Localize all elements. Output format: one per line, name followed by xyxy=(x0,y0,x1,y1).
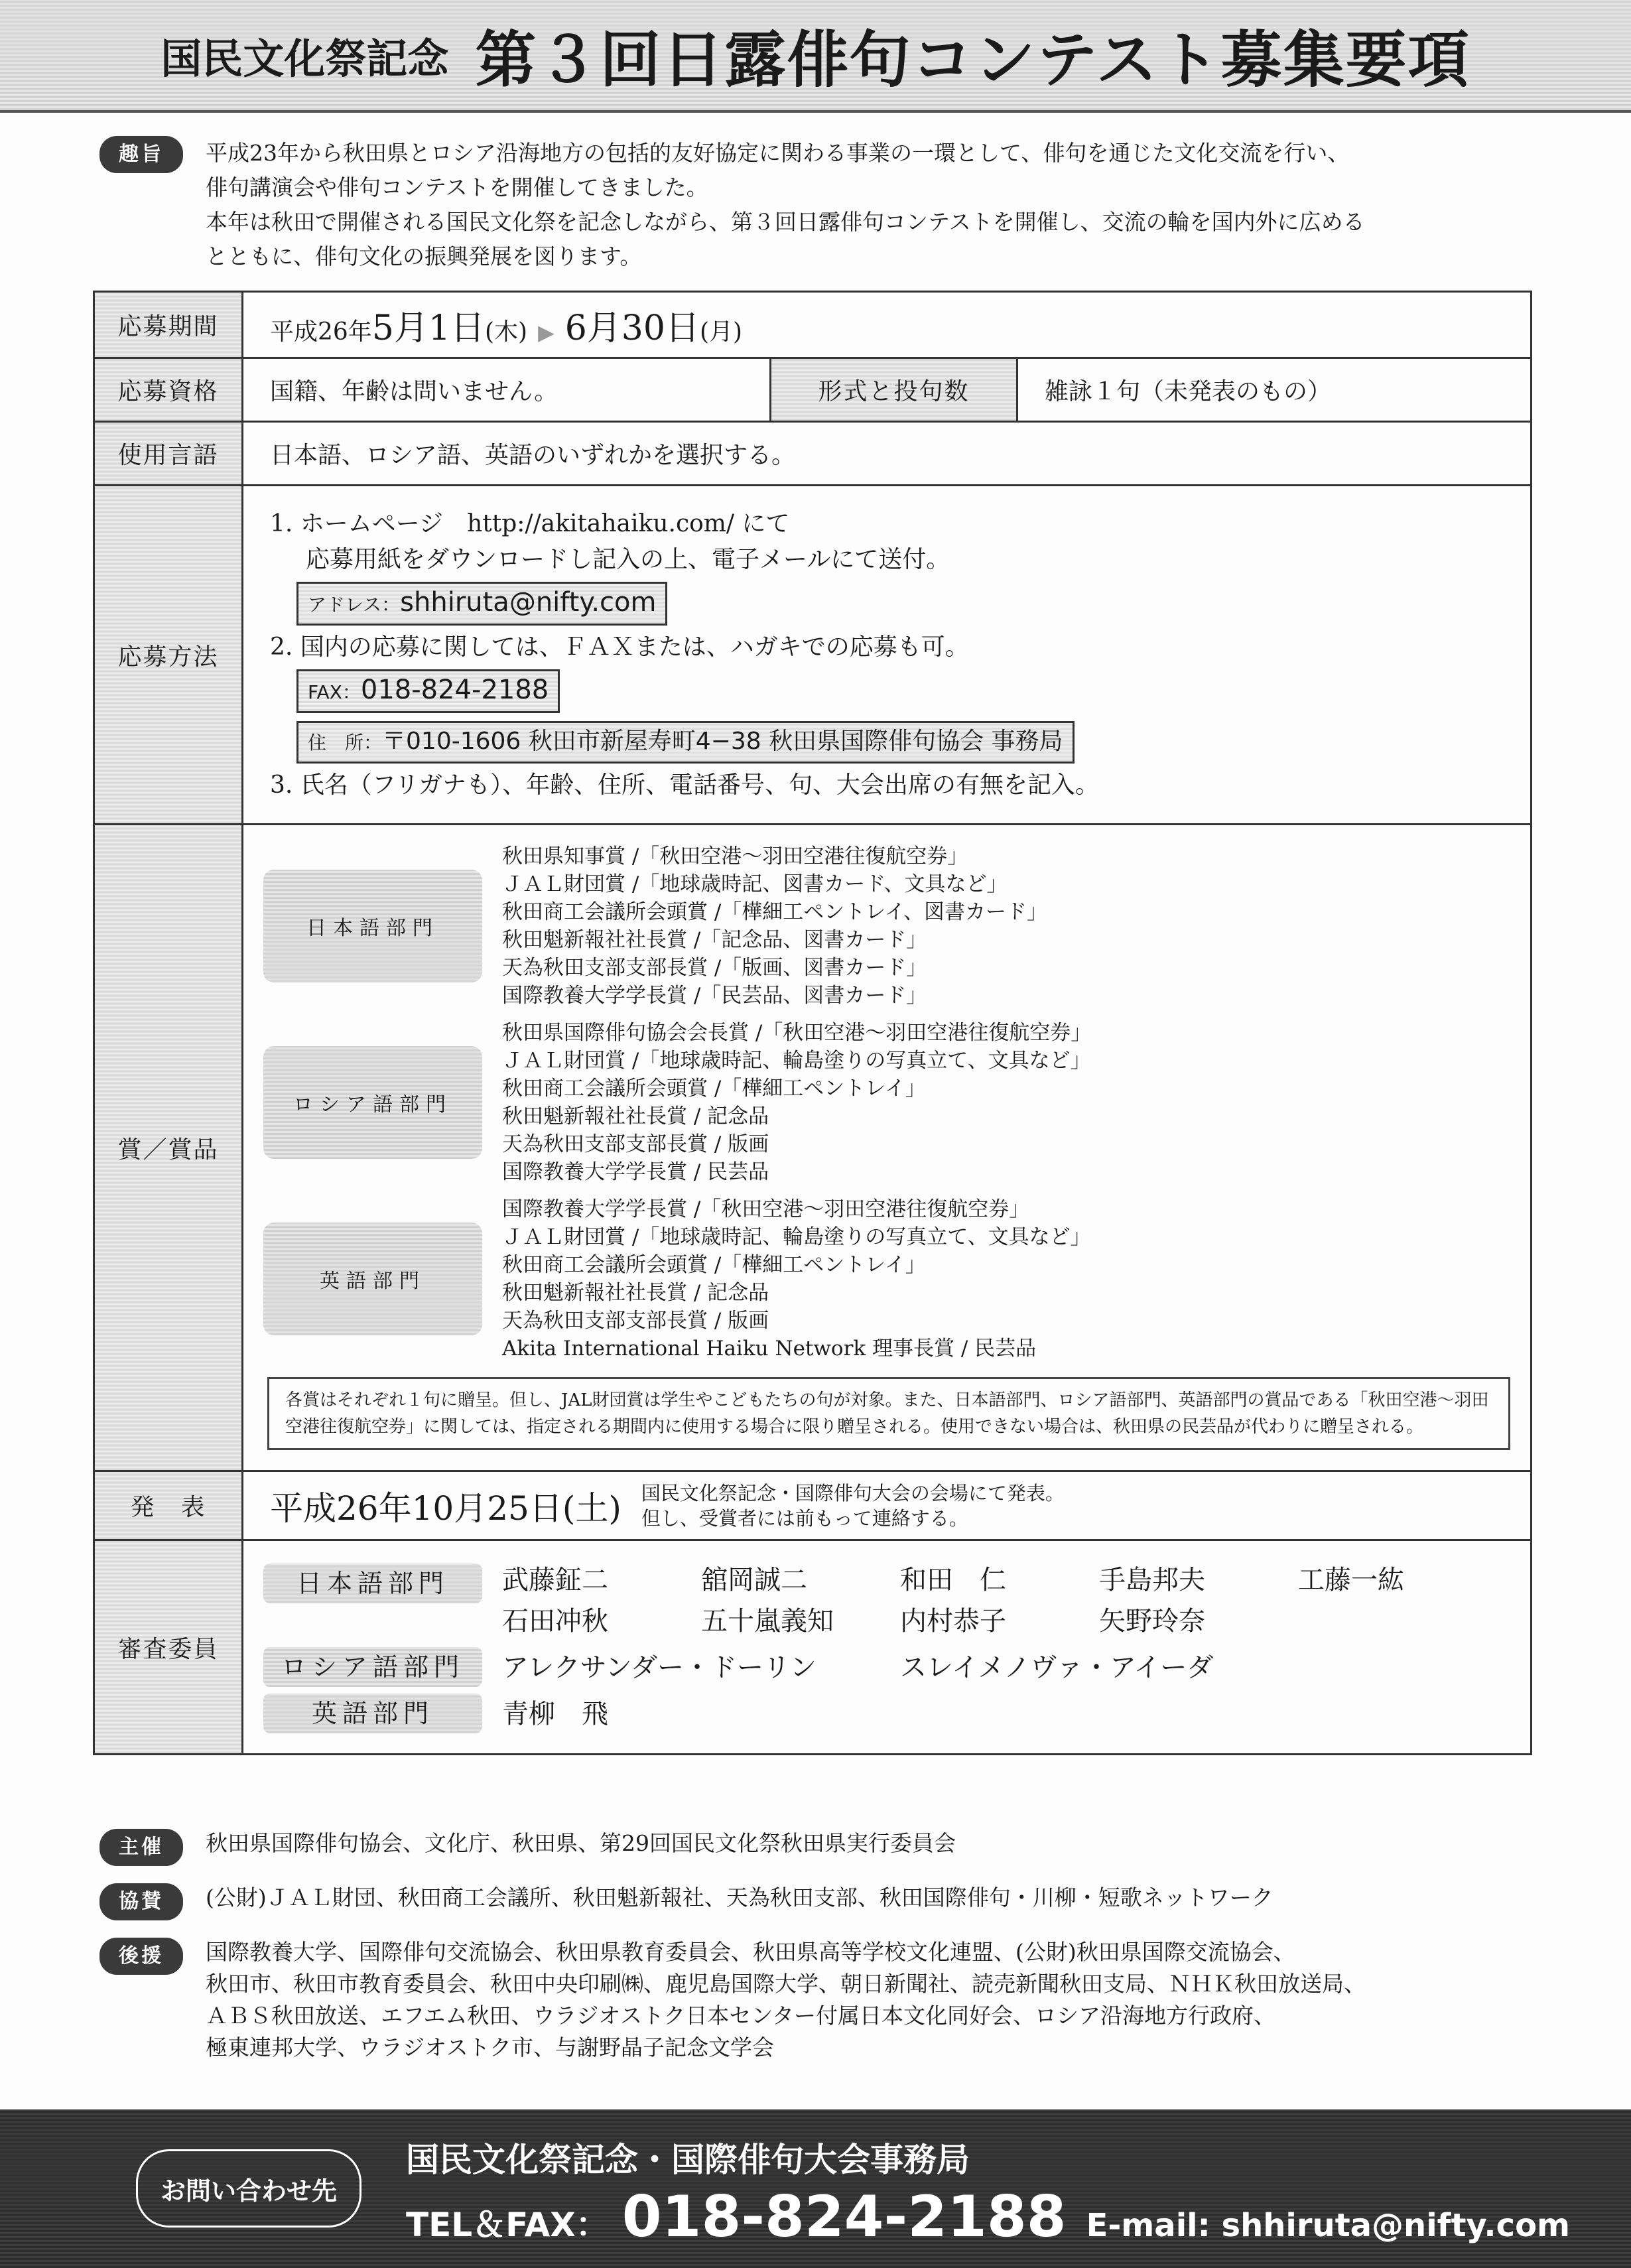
page-header xyxy=(0,0,1631,113)
period-row xyxy=(94,292,1532,358)
prize-line: 秋田商工会議所会頭賞 /「樺細工ペントレイ、図書カード」 xyxy=(502,900,1047,924)
intro-label: 趣旨 xyxy=(99,136,183,173)
prize-line: 天為秋田支部支部長賞 / 版画 xyxy=(502,1132,769,1156)
judges-content xyxy=(243,1540,1532,1755)
method-item-1-detail: 応募用紙をダウンロードし記入の上、電子メールにて送付。 xyxy=(306,546,950,573)
prize-line: 秋田魁新報社社長賞 / 記念品 xyxy=(502,1104,769,1128)
method-item-1: 1. ホームページ http://akitahaiku.com/ にて xyxy=(270,510,790,537)
postal-key: 住 所： xyxy=(308,732,383,754)
intro-line: 平成23年から秋田県とロシア沿海地方の包括的友好協定に関わる事業の一環として、俳句を通じた文化交流を行い、 xyxy=(206,140,1350,166)
prize-line: Akita International Haiku Network 理事長賞 / 民芸品 xyxy=(502,1337,1037,1361)
method-label: 応募方法 xyxy=(94,486,243,825)
prizes-row xyxy=(94,825,1532,1471)
intro-line: とともに、俳句文化の振興発展を図ります。 xyxy=(206,243,642,269)
judge-name: 工藤一紘 xyxy=(1298,1565,1404,1595)
host-label: 主催 xyxy=(99,1829,183,1866)
judge-name: 内村恭子 xyxy=(900,1606,1006,1636)
period-start: 5月1日 xyxy=(371,308,485,348)
prize-russian xyxy=(263,1019,1510,1186)
judge-tag-japanese: 日本語部門 xyxy=(263,1564,482,1603)
prize-line: 秋田魁新報社社長賞 /「記念品、図書カード」 xyxy=(502,928,927,952)
language-value: 日本語、ロシア語、英語のいずれかを選択する。 xyxy=(243,422,1532,486)
contact-email: E-mail: shhiruta@nifty.com xyxy=(1086,2207,1571,2244)
prize-japanese xyxy=(263,842,1510,1010)
method-content xyxy=(243,486,1532,825)
judge-tag-english: 英語部門 xyxy=(263,1694,482,1733)
requirements-table xyxy=(93,291,1532,1755)
judges-row xyxy=(94,1540,1532,1755)
intro-section xyxy=(99,136,1545,274)
intro-line: 俳句講演会や俳句コンテストを開催してきました。 xyxy=(206,174,708,200)
announce-line: 国民文化祭記念・国際俳句大会の会場にて発表。 xyxy=(641,1481,1065,1504)
intro-text xyxy=(206,136,1545,274)
announce-label: 発 表 xyxy=(94,1471,243,1540)
contact-button: お問い合わせ先 xyxy=(136,2149,361,2228)
judge-name: 青柳 飛 xyxy=(502,1699,608,1729)
period-label: 応募期間 xyxy=(94,292,243,358)
support-line: ＡＢＳ秋田放送、エフエム秋田、ウラジオストク日本センター付属日本文化同好会、ロシア沿海地方行政府、 xyxy=(206,2003,1276,2029)
contact-org: 国民文化祭記念・国際俳句大会事務局 xyxy=(406,2141,970,2179)
eligibility-label: 応募資格 xyxy=(94,358,243,422)
tel-number: 018-824-2188 xyxy=(621,2184,1067,2250)
judge-tag-russian: ロシア語部門 xyxy=(263,1647,482,1687)
support-line: 国際教養大学、国際俳句交流協会、秋田県教育委員会、秋田県高等学校文化連盟、(公財)秋田県国際交流協会、 xyxy=(206,1939,1295,1965)
prize-list-russian xyxy=(502,1019,1091,1186)
prize-line: 国際教養大学学長賞 /「秋田空港～羽田空港往復航空券」 xyxy=(502,1197,1030,1221)
prize-line: ＪＡＬ財団賞 /「地球歳時記、図書カード、文具など」 xyxy=(502,872,1008,896)
judge-group-english xyxy=(263,1694,1510,1735)
judge-name: 石田冲秋 xyxy=(502,1606,608,1636)
format-label: 形式と投句数 xyxy=(771,358,1017,422)
period-start-day: (木) xyxy=(484,318,528,346)
fax-box xyxy=(296,669,560,713)
support-line: 極東連邦大学、ウラジオストク市、与謝野晶子記念文学会 xyxy=(206,2035,775,2060)
judge-name: 矢野玲奈 xyxy=(1099,1606,1205,1636)
sponsor-row xyxy=(99,1882,1559,1920)
method-row xyxy=(94,486,1532,825)
header-subtitle: 国民文化祭記念 xyxy=(161,34,449,83)
prize-list-english xyxy=(502,1195,1091,1363)
judge-group-russian xyxy=(263,1647,1510,1688)
judge-name: 和田 仁 xyxy=(900,1565,1006,1595)
tel-label: TEL＆FAX： xyxy=(406,2206,609,2244)
eligibility-row xyxy=(94,358,1532,422)
arrow-icon: ▶ xyxy=(538,320,555,345)
prizes-content xyxy=(243,825,1532,1471)
prize-line: 秋田県知事賞 /「秋田空港～羽田空港往復航空券」 xyxy=(502,844,968,868)
fax-value: 018-824-2188 xyxy=(360,675,549,705)
prize-line: 秋田県国際俳句協会会長賞 /「秋田空港～羽田空港往復航空券」 xyxy=(502,1021,1092,1045)
announce-date: 平成26年10月25日(土) xyxy=(270,1489,621,1528)
prize-tag-japanese: 日本語部門 xyxy=(263,870,482,982)
period-end: 6月30日 xyxy=(564,308,700,348)
prize-note: 各賞はそれぞれ１句に贈呈。但し、JAL財団賞は学生やこどもたちの句が対象。また、日本語部門、ロシア語部門、英語部門の賞品である「秋田空港～羽田空港往復航空券」に関しては、指定される期間内に使用する場合に限り贈呈される。使用できない場合は、秋田県の民芸品が代わりに贈呈される。 xyxy=(267,1377,1510,1450)
prize-english xyxy=(263,1195,1510,1363)
announce-value xyxy=(243,1471,1532,1540)
eligibility-value: 国籍、年齢は問いません。 xyxy=(243,358,771,422)
email-key: アドレス： xyxy=(308,594,401,616)
prize-line: 国際教養大学学長賞 /「民芸品、図書カード」 xyxy=(502,984,927,1008)
judge-names-russian xyxy=(502,1647,1510,1688)
judges-label: 審査委員 xyxy=(94,1540,243,1755)
judge-name: 舘岡誠二 xyxy=(701,1565,807,1595)
support-text xyxy=(206,1936,1366,2064)
judge-name: 五十嵐義知 xyxy=(701,1606,834,1636)
language-label: 使用言語 xyxy=(94,422,243,486)
prize-line: ＪＡＬ財団賞 /「地球歳時記、輪島塗りの写真立て、文具など」 xyxy=(502,1049,1091,1073)
judge-names-english xyxy=(502,1694,1510,1735)
announce-row xyxy=(94,1471,1532,1540)
announce-line: 但し、受賞者には前もって連絡する。 xyxy=(641,1506,968,1530)
prize-list-japanese xyxy=(502,842,1047,1010)
judge-name: 武藤鉦二 xyxy=(502,1565,608,1595)
organizers-section xyxy=(99,1828,1559,2080)
host-text: 秋田県国際俳句協会、文化庁、秋田県、第29回国民文化祭秋田県実行委員会 xyxy=(206,1830,956,1856)
prizes-label: 賞／賞品 xyxy=(94,825,243,1471)
prize-line: 秋田魁新報社社長賞 / 記念品 xyxy=(502,1281,769,1305)
judge-names-japanese xyxy=(502,1560,1510,1642)
fax-key: FAX： xyxy=(308,681,361,703)
email-value: shhiruta@nifty.com xyxy=(400,587,657,618)
contact-footer xyxy=(0,2109,1631,2268)
prize-line: 天為秋田支部支部長賞 / 版画 xyxy=(502,1309,769,1333)
period-prefix: 平成26年 xyxy=(270,318,372,346)
method-item-3: 3. 氏名（フリガナも）、年齢、住所、電話番号、句、大会出席の有無を記入。 xyxy=(270,771,1099,799)
prize-line: 秋田商工会議所会頭賞 /「樺細工ペントレイ」 xyxy=(502,1077,926,1101)
judge-name: スレイメノヴァ・アイーダ xyxy=(900,1652,1214,1683)
sponsor-label: 協賛 xyxy=(99,1883,183,1920)
prize-line: 秋田商工会議所会頭賞 /「樺細工ペントレイ」 xyxy=(502,1253,926,1277)
prize-line: 天為秋田支部支部長賞 /「版画、図書カード」 xyxy=(502,956,927,980)
format-value: 雑詠１句（未発表のもの） xyxy=(1017,358,1532,422)
judge-group-japanese xyxy=(263,1560,1510,1642)
prize-line: 国際教養大学学長賞 / 民芸品 xyxy=(502,1160,769,1184)
method-item-2: 2. 国内の応募に関しては、ＦＡＸまたは、ハガキでの応募も可。 xyxy=(270,634,969,661)
sponsor-text: (公財)ＪＡＬ財団、秋田商工会議所、秋田魁新報社、天為秋田支部、秋田国際俳句・川柳・短歌ネットワーク xyxy=(206,1885,1273,1910)
judge-name: 手島邦夫 xyxy=(1099,1565,1205,1595)
period-value xyxy=(243,292,1532,358)
postal-box xyxy=(296,721,1075,764)
language-row xyxy=(94,422,1532,486)
contact-line xyxy=(406,2184,1570,2250)
host-row xyxy=(99,1828,1559,1866)
support-label: 後援 xyxy=(99,1938,183,1975)
prize-tag-english: 英語部門 xyxy=(263,1223,482,1335)
announce-detail xyxy=(641,1481,1065,1531)
postal-value: 〒010-1606 秋田市新屋寿町4−38 秋田県国際俳句協会 事務局 xyxy=(382,728,1063,755)
support-row xyxy=(99,1936,1559,2064)
prize-tag-russian: ロシア語部門 xyxy=(263,1046,482,1159)
support-line: 秋田市、秋田市教育委員会、秋田中央印刷㈱、鹿児島国際大学、朝日新聞社、読売新聞秋田支局、ＮＨＫ秋田放送局、 xyxy=(206,1971,1366,1997)
email-box xyxy=(296,582,667,626)
intro-line: 本年は秋田で開催される国民文化祭を記念しながら、第３回日露俳句コンテストを開催し、交流の輪を国内外に広める xyxy=(206,209,1365,235)
page-title: 第３回日露俳句コンテスト募集要項 xyxy=(475,25,1470,96)
prize-line: ＪＡＬ財団賞 /「地球歳時記、輪島塗りの写真立て、文具など」 xyxy=(502,1225,1091,1249)
judge-name: アレクサンダー・ドーリン xyxy=(502,1652,816,1683)
period-end-day: (月) xyxy=(699,318,743,346)
